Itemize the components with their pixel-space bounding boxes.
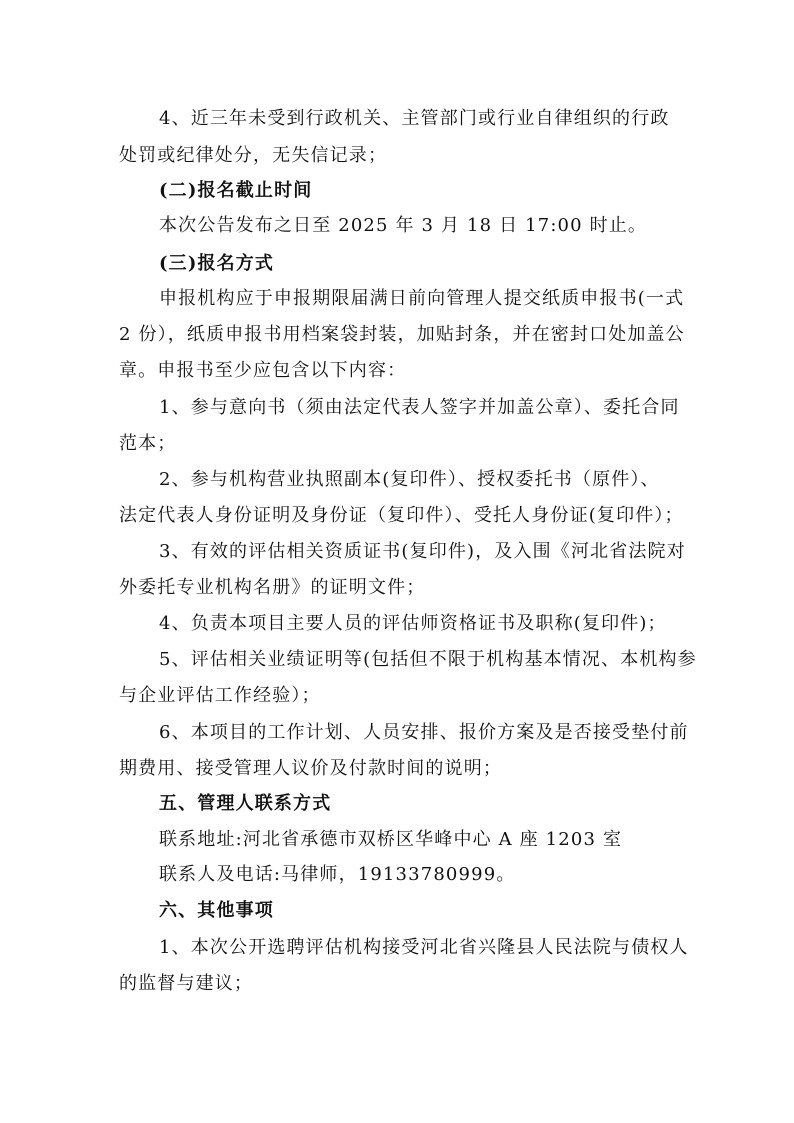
req2-line2: 法定代表人身份证明及身份证（复印件）、受托人身份证(复印件）； <box>119 505 684 526</box>
other1-line1: 1、本次公开选聘评估机构接受河北省兴隆县人民法院与债权人 <box>159 937 689 958</box>
req6-line1: 6、本项目的工作计划、人员安排、报价方案及是否接受垫付前 <box>159 722 689 743</box>
method-para-line2: 2 份），纸质申报书用档案袋封装，加贴封条，并在密封口处加盖公 <box>119 324 685 345</box>
req6-line2: 期费用、接受管理人议价及付款时间的说明； <box>119 758 502 779</box>
section5-heading: 五、管理人联系方式 <box>159 793 332 814</box>
method-para-line1: 申报机构应于申报期限届满日前向管理人提交纸质申报书(一式 <box>159 288 685 309</box>
req1-line2: 范本； <box>119 433 177 454</box>
deadline-text: 本次公告发布之日至 2025 年 3 月 18 日 17:00 时止。 <box>159 215 648 236</box>
req3-line2: 外委托专业机构名册》的证明文件； <box>119 577 426 598</box>
req5-line1: 5、评估相关业绩证明等(包括但不限于机构基本情况、本机构参 <box>159 649 697 670</box>
section2-heading: (二)报名截止时间 <box>159 180 313 201</box>
contact-person: 联系人及电话:马律师，19133780999。 <box>159 864 516 885</box>
contact-address: 联系地址:河北省承德市双桥区华峰中心 A 座 1203 室 <box>159 829 623 850</box>
req3-line1: 3、有效的评估相关资质证书(复印件)，及入围《河北省法院对 <box>159 541 686 562</box>
other1-line2: 的监督与建议； <box>119 973 254 994</box>
item4-line2: 处罚或纪律处分，无失信记录； <box>119 145 388 166</box>
section6-heading: 六、其他事项 <box>159 900 274 921</box>
req2-line1: 2、参与机构营业执照副本(复印件）、授权委托书（原件）、 <box>159 469 660 490</box>
req4-line1: 4、负责本项目主要人员的评估师资格证书及职称(复印件)； <box>159 613 667 634</box>
section3-heading: (三)报名方式 <box>159 253 275 274</box>
item4-line1: 4、近三年未受到行政机关、主管部门或行业自律组织的行政 <box>159 108 670 129</box>
method-para-line3: 章。申报书至少应包含以下内容： <box>119 360 407 381</box>
req5-line2: 与企业评估工作经验）； <box>119 685 321 706</box>
req1-line1: 1、参与意向书（须由法定代表人签字并加盖公章）、委托合同 <box>159 397 680 418</box>
